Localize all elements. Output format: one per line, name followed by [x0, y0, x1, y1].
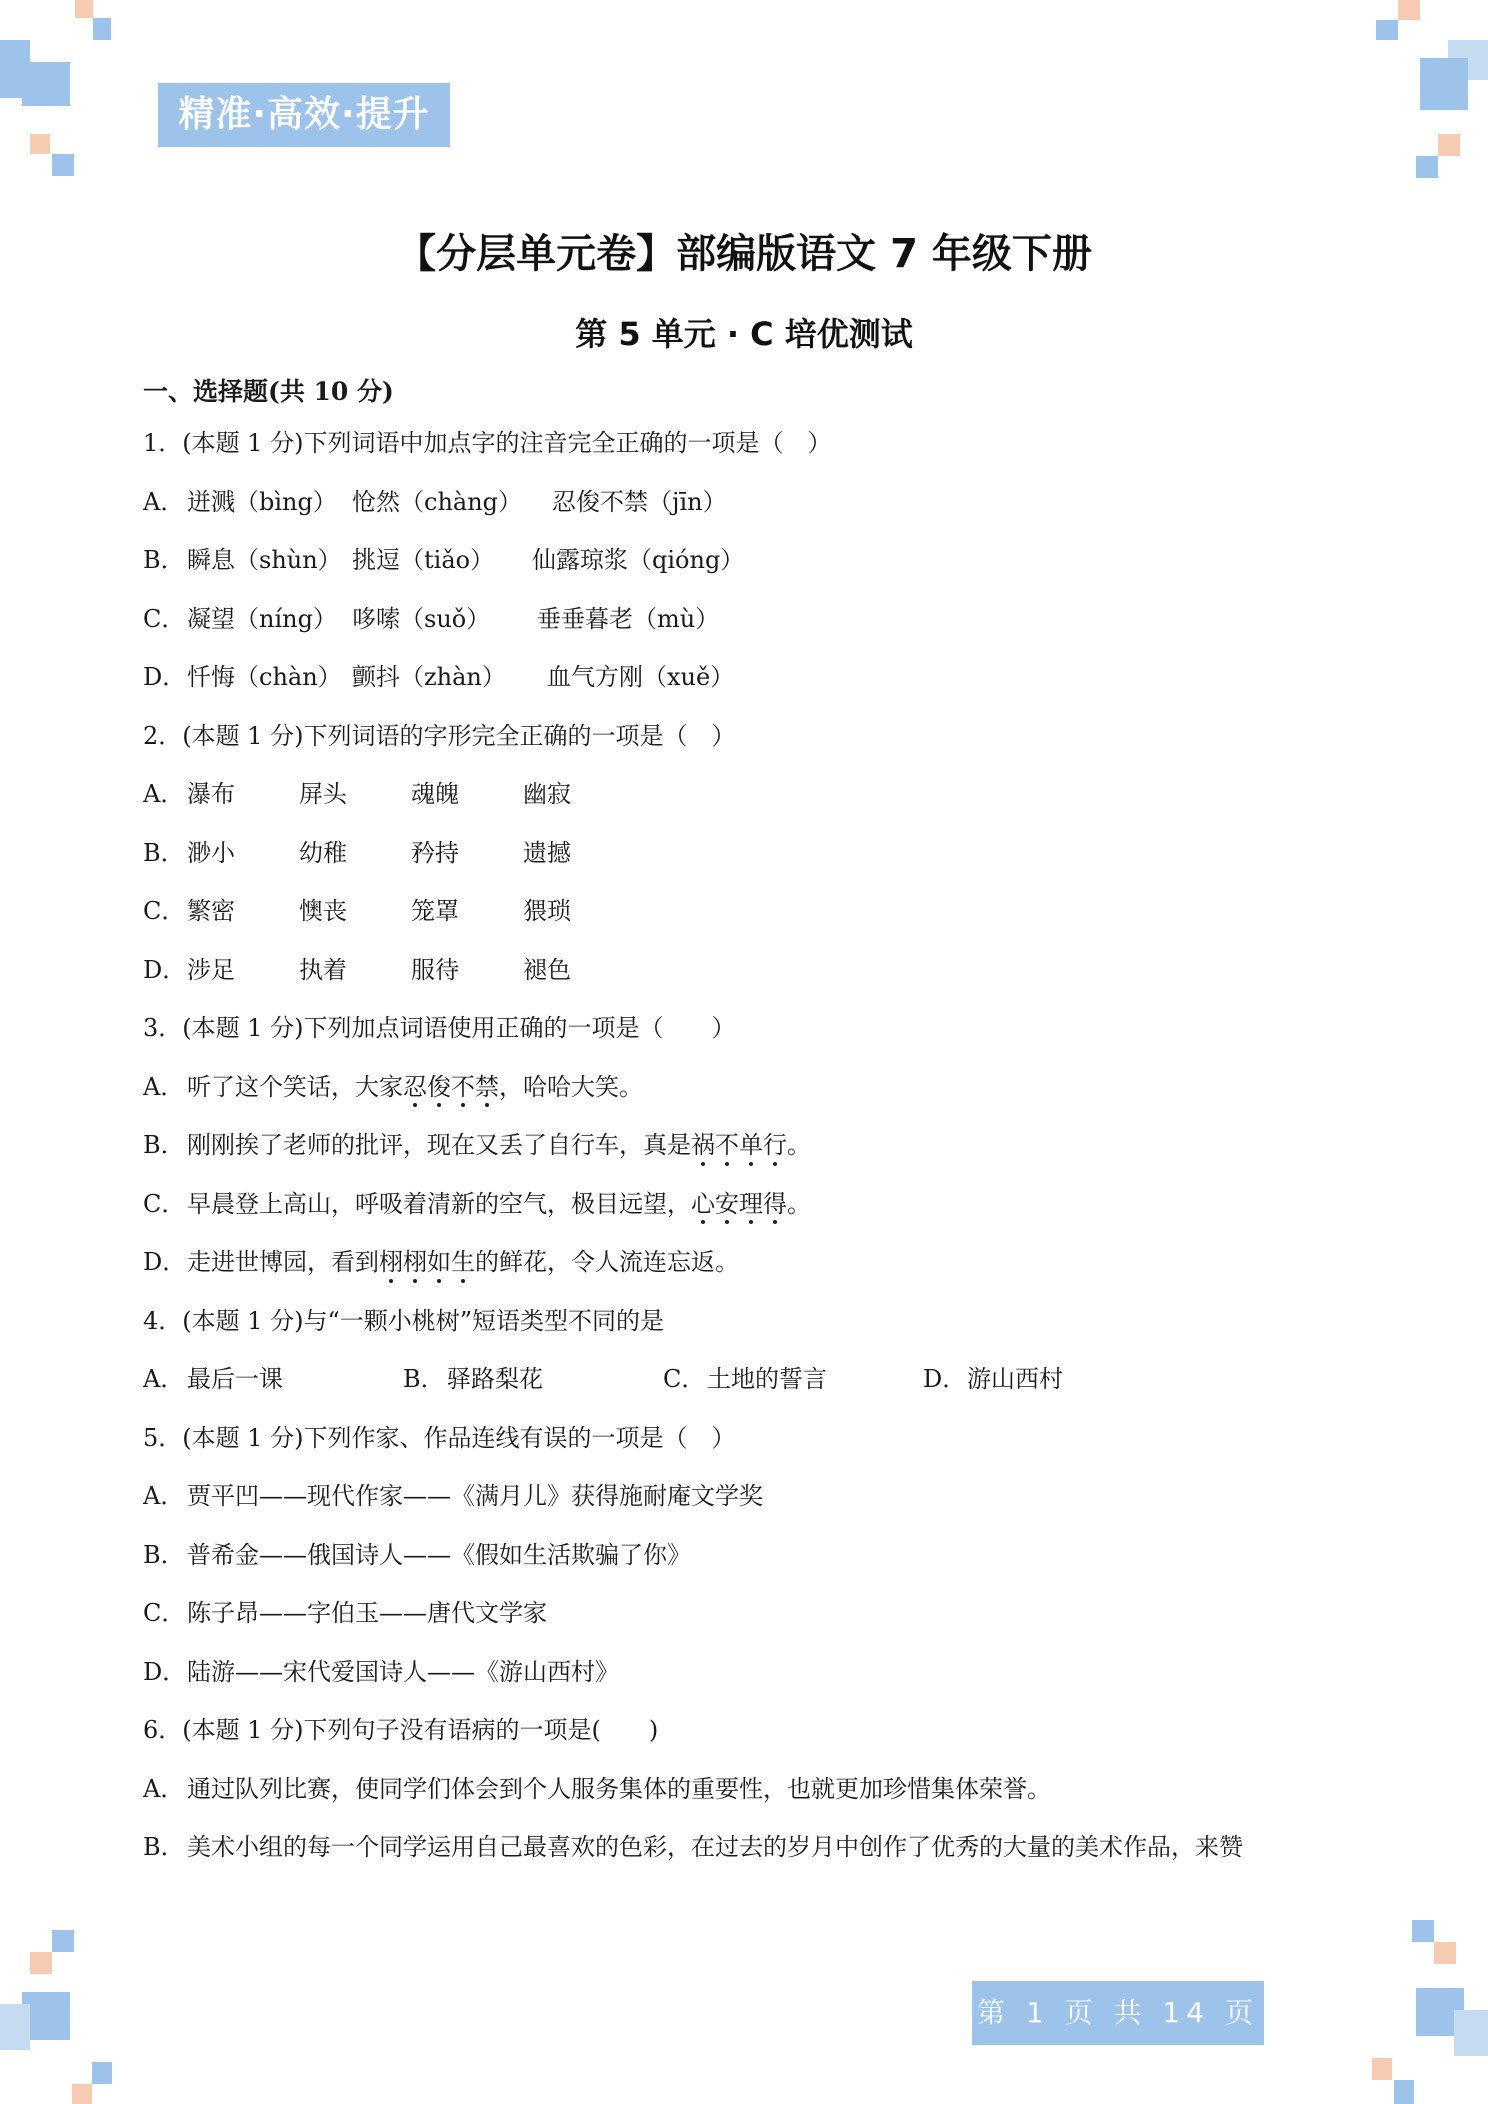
page-title: 【分层单元卷】部编版语文 7 年级下册 — [396, 231, 1092, 277]
brand-banner: 精准·高效·提升 — [158, 83, 450, 147]
q3-option-b: B．刚刚挨了老师的批评，现在又丢了自行车，真是祸不单行。 — [143, 1116, 1373, 1175]
question-2-stem: 2．(本题 1 分)下列词语的字形完全正确的一项是（ ） — [143, 721, 736, 750]
dotted-phrase — [379, 1233, 475, 1292]
dotted-char: 单 — [739, 1116, 763, 1175]
dotted-phrase — [403, 1058, 499, 1117]
q3-option-c: C．早晨登上高山，呼吸着清新的空气，极目远望，心安理得。 — [143, 1175, 1373, 1234]
dotted-char: 祸 — [691, 1116, 715, 1175]
q4-options: A． 最后一课 B．驿路梨花 C．土地的誓言 D．游山西村 — [143, 1365, 1063, 1393]
dotted-char: 不 — [451, 1058, 475, 1117]
q2-option-b: B．渺小 幼稚 矜持 遗撼 — [143, 838, 571, 867]
dotted-phrase — [691, 1116, 787, 1175]
dotted-char: 行 — [763, 1116, 787, 1175]
dotted-char: 禁 — [475, 1058, 499, 1117]
question-6-stem: 6．(本题 1 分)下列句子没有语病的一项是( ) — [143, 1716, 659, 1744]
q3-option-d: D．走进世博园，看到栩栩如生的鲜花，令人流连忘返。 — [143, 1233, 1373, 1292]
exam-content — [143, 370, 1373, 1877]
dotted-char: 理 — [739, 1175, 763, 1234]
q2-option-a: A． 瀑布 屏头 魂魄 幽寂 — [143, 780, 571, 808]
q5-option-a: A． 贾平凹——现代作家——《满月儿》获得施耐庵文学奖 — [143, 1482, 763, 1510]
section-heading: 一、选择题(共 10 分) — [143, 377, 394, 406]
dotted-char: 生 — [451, 1233, 475, 1292]
dotted-char: 安 — [715, 1175, 739, 1234]
q3-option-a: A． 听了这个笑话，大家忍俊不禁，哈哈大笑。 — [143, 1058, 1373, 1117]
dotted-char: 栩 — [403, 1233, 427, 1292]
q2-option-c: C．繁密 懊丧 笼罩 猥琐 — [143, 897, 571, 925]
question-1-stem: 1．(本题 1 分)下列词语中加点字的注音完全正确的一项是（ ） — [143, 429, 832, 457]
question-5-stem: 5．(本题 1 分)下列作家、作品连线有误的一项是（ ） — [143, 1423, 736, 1452]
page-subtitle: 第 5 单元 · C 培优测试 — [575, 315, 913, 353]
q5-option-d: D．陆游——宋代爱国诗人——《游山西村》 — [143, 1657, 619, 1686]
q1-option-b: B．瞬息（shùn） 挑逗（tiǎo） 仙露琼浆（qióng） — [143, 546, 745, 574]
dotted-char: 得 — [763, 1175, 787, 1234]
q1-option-a: A． 迸溅（bìng） 怆然（chàng） 忍俊不禁（jīn） — [143, 487, 727, 516]
page-indicator: 第 1 页 共 14 页 — [972, 1981, 1264, 2045]
q5-option-c: C．陈子昂——字伯玉——唐代文学家 — [143, 1599, 547, 1627]
question-4-stem: 4．(本题 1 分)与“一颗小桃树”短语类型不同的是 — [143, 1306, 665, 1335]
q6-option-b: B．美术小组的每一个同学运用自己最喜欢的色彩，在过去的岁月中创作了优秀的大量的美术作品，来赞 — [143, 1833, 1243, 1861]
q2-option-d: D．涉足 执着 服待 褪色 — [143, 955, 571, 984]
dotted-char: 俊 — [427, 1058, 451, 1117]
question-3-stem: 3．(本题 1 分)下列加点词语使用正确的一项是（ ） — [143, 1014, 736, 1042]
q6-option-a: A． 通过队列比赛，使同学们体会到个人服务集体的重要性，也就更加珍惜集体荣誉。 — [143, 1774, 1051, 1803]
q1-option-d: D．忏悔（chàn） 颤抖（zhàn） 血气方刚（xuě） — [143, 663, 735, 691]
q5-option-b: B．普希金——俄国诗人——《假如生活欺骗了你》 — [143, 1540, 691, 1569]
dotted-char: 栩 — [379, 1233, 403, 1292]
dotted-char: 心 — [691, 1175, 715, 1234]
dotted-char: 如 — [427, 1233, 451, 1292]
dotted-char: 忍 — [403, 1058, 427, 1117]
dotted-phrase — [691, 1175, 787, 1234]
dotted-char: 不 — [715, 1116, 739, 1175]
q1-option-c: C．凝望（níng） 哆嗦（suǒ） 垂垂暮老（mù） — [143, 604, 720, 633]
